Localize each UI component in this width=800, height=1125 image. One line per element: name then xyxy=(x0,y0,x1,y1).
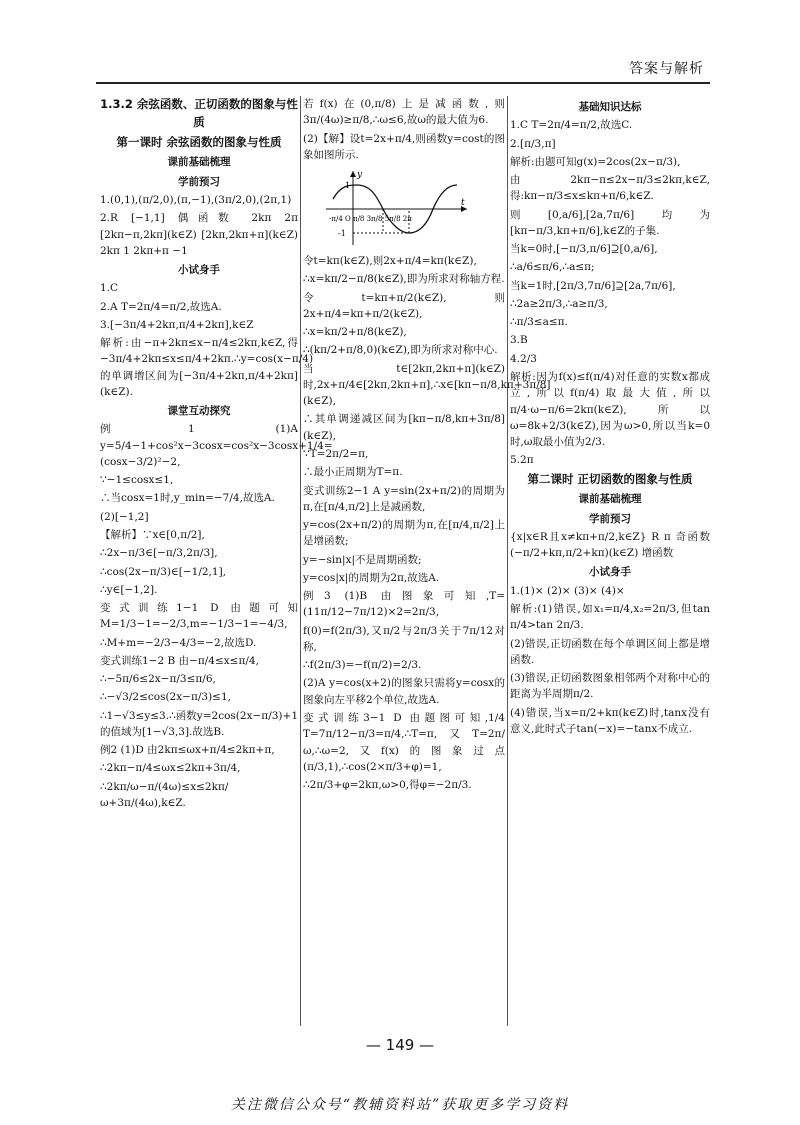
section-heading: 课前基础梳理 xyxy=(167,156,231,169)
answer-paragraph: ∴2kπ/ω−π/(4ω)≤x≤2kπ/ω+3π/(4ω),k∈Z. xyxy=(100,780,229,809)
answer-paragraph: 变式训练3−1 D 由题图可知,1/4 T=7π/12−π/3=π/4,∴T=π,又T=2π/ω,∴ω=2,又f(x)的图象过点(π/3,1),∴cos(2×π/3+φ)=1, xyxy=(303,711,505,773)
answer-paragraph: 2.R [−1,1] 偶函数 2kπ 2π [2kπ−π,2kπ](k∈Z) [2kπ,2kπ+π](k∈Z) 2kπ 1 2kπ+π −1 xyxy=(100,212,298,257)
column-left xyxy=(100,96,333,1031)
answer-paragraph: 【解析】∵x∈[0,π/2], xyxy=(100,529,205,542)
answer-paragraph: 例1 (1)A y=5/4−1+cos²x−3cosx=cos²x−3cosx+1/4=(cosx−3/2)²−2, xyxy=(100,423,333,468)
answer-paragraph: ∴2π/3+φ=2kπ,ω>0,得φ=−2π/3. xyxy=(303,779,472,792)
answer-paragraph: 则[0,a/6],[2a,7π/6]均为[kπ−π/3,kπ+π/6],k∈Z的子集. xyxy=(510,208,710,237)
answer-paragraph: 1.(1)× (2)× (3)× (4)× xyxy=(510,584,625,597)
section-heading: 学前预习 xyxy=(178,175,220,188)
section-heading: 学前预习 xyxy=(589,512,631,525)
column-separator xyxy=(300,96,301,1026)
section-heading: 课前基础梳理 xyxy=(578,493,642,506)
answer-paragraph: 4.2/3 xyxy=(510,352,537,365)
answer-paragraph: ∴2a≥2π/3,∴a≥π/3, xyxy=(510,297,608,310)
answer-paragraph: (2)A y=cos(x+2)的图象只需将y=cosx的图象向左平移2个单位,故选A. xyxy=(303,677,505,706)
answer-paragraph: 变式训练2−1 A y=sin(2x+π/2)的周期为π,在[π/4,π/2]上是减函数, xyxy=(303,484,505,513)
answer-paragraph: 例2 (1)D 由2kπ≤ωx+π/4≤2kπ+π, xyxy=(100,744,275,757)
answer-paragraph: ∴a/6≤π/6,∴a≤π; xyxy=(510,261,595,274)
answer-paragraph: ∴−√3/2≤cos(2x−π/3)≤1, xyxy=(100,691,231,704)
answer-paragraph: ∴最小正周期为T=π. xyxy=(303,466,403,479)
page-header-title: 答案与解析 xyxy=(629,61,704,77)
answer-paragraph: ∴x=kπ/2+π/8(k∈Z), xyxy=(303,326,407,339)
answer-paragraph: 例3 (1)B 由图象可知,T=(11π/12−7π/12)×2=2π/3, xyxy=(303,590,505,619)
answer-paragraph: ∴(kπ/2+π/8,0)(k∈Z),即为所求对称中心. xyxy=(303,344,498,357)
answer-paragraph: (2)错误,正切函数在每个单调区间上都是增函数. xyxy=(510,637,710,666)
answer-paragraph: f(0)=f(2π/3),又π/2与2π/3关于7π/12对称, xyxy=(303,624,505,653)
answer-paragraph: 2.[π/3,π] xyxy=(510,137,556,150)
answer-paragraph: (4)错误,当x=π/2+kπ(k∈Z)时,tanx没有意义,此时式子tan(−x)=−tanx不成立. xyxy=(510,706,710,735)
answer-paragraph: y=cos|x|的周期为2π,故选A. xyxy=(303,571,440,584)
answer-paragraph: (2)【解】设t=2x+π/4,则函数y=cost的图象如图所示. xyxy=(303,132,505,161)
answer-paragraph: 解析:因为f(x)≤f(π/4)对任意的实数x都成立,所以f(π/4)取最大值,所以π/4·ω−π/6=2kπ(k∈Z),所以ω=8k+2/3(k∈Z),因为ω>0,所以当k=0时,ω取最小值为2/3. xyxy=(510,370,710,449)
answer-paragraph: 若f(x)在(0,π/8)上是减函数,则3π/(4ω)≥π/8,∴ω≤6,故ω的最大值为6. xyxy=(303,98,505,127)
answer-paragraph: 令t=kπ(k∈Z),则2x+π/4=kπ(k∈Z), xyxy=(303,255,477,268)
column-middle-top xyxy=(303,96,505,163)
section-heading: 课堂互动探究 xyxy=(167,405,231,418)
graph-tick-labels: -π/4 O π/8 3π/8 5π/8 2π xyxy=(329,215,412,224)
answer-paragraph: ∴−5π/6≤2x−π/3≤π/6, xyxy=(100,673,216,686)
answer-paragraph: ∴cos(2x−π/3)∈[−1/2,1], xyxy=(100,565,226,578)
page-number: — 149 — xyxy=(365,1036,435,1054)
answer-paragraph: 3.B xyxy=(510,334,528,347)
answer-paragraph: 2.A T=2π/4=π/2,故选A. xyxy=(100,300,222,313)
answer-paragraph: 令t=kπ+π/2(k∈Z),则2x+π/4=kπ+π/2(k∈Z), xyxy=(303,291,505,320)
answer-paragraph: ∵T=2π/2=π, xyxy=(303,447,369,460)
section-heading: 小试身手 xyxy=(178,264,220,277)
section-heading: 第一课时 余弦函数的图象与性质 xyxy=(116,134,282,149)
section-heading: 第二课时 正切函数的图象与性质 xyxy=(527,471,693,486)
answer-paragraph: 变式训练1−2 B 由−π/4≤x≤π/4, xyxy=(100,654,259,667)
answer-paragraph: 当t∈[2kπ,2kπ+π](k∈Z)时,2x+π/4∈[2kπ,2kπ+π],∴x∈[kπ−π/8,kπ+3π/8](k∈Z), xyxy=(303,362,551,408)
cosine-graph xyxy=(321,167,471,249)
graph-y-neg-one: -1 xyxy=(338,229,346,239)
answer-paragraph: 当k=0时,[−π/3,π/6]⊇[0,a/6], xyxy=(510,243,658,256)
column-separator xyxy=(507,96,508,1026)
answer-paragraph: 变式训练1−1 D 由题可知M=1/3−1=−2/3,m=−1/3−1=−4/3, xyxy=(100,602,298,631)
answer-paragraph: ∴M+m=−2/3−4/3=−2,故选D. xyxy=(100,636,257,649)
section-heading: 基础知识达标 xyxy=(578,101,642,113)
section-heading: 1.3.2 余弦函数、正切函数的图象与性质 xyxy=(100,97,298,129)
graph-y-label: y xyxy=(357,170,363,181)
answer-paragraph: 3.[−3π/4+2kπ,π/4+2kπ],k∈Z xyxy=(100,318,254,331)
header-rule xyxy=(96,82,710,84)
answer-paragraph: ∴2x−π/3∈[−π/3,2π/3], xyxy=(100,547,218,560)
column-right xyxy=(510,96,710,1031)
answer-paragraph: y=−sin|x|不是周期函数; xyxy=(303,553,422,566)
graph-t-label: t xyxy=(461,198,465,209)
answer-paragraph: 解析:(1)错误,如x₁=π/4,x₂=2π/3,但tan π/4>tan 2π/3. xyxy=(510,602,710,632)
answer-paragraph: ∴y∈[−1,2]. xyxy=(100,583,158,596)
answer-paragraph: ∴当cosx=1时,y_min=−7/4,故选A. xyxy=(100,492,275,505)
answer-paragraph: 1.C T=2π/4=π/2,故选C. xyxy=(510,119,633,132)
graph-y-one: 1 xyxy=(345,181,351,191)
answer-paragraph: 当k=1时,[2π/3,7π/6]⊇[2a,7π/6], xyxy=(510,279,676,292)
answer-paragraph: ∴2kπ−π/4≤ωx≤2kπ+3π/4, xyxy=(100,762,241,775)
footer-note: 关注微信公众号“教辅资料站”获取更多学习资料 xyxy=(230,1097,570,1113)
answer-paragraph: 5.2π xyxy=(510,454,534,467)
answer-paragraph: ∵−1≤cosx≤1, xyxy=(100,474,174,487)
answer-paragraph: 由2kπ−π≤2x−π/3≤2kπ,k∈Z,得:kπ−π/3≤x≤kπ+π/6,k∈Z. xyxy=(510,174,710,203)
answer-paragraph: {x|x∈R且x≠kπ+π/2,k∈Z} R π 奇函数 (−π/2+kπ,π/2+kπ)(k∈Z) 增函数 xyxy=(510,530,710,560)
answer-paragraph: 1.C xyxy=(100,282,119,295)
section-heading: 小试身手 xyxy=(589,566,631,579)
answer-paragraph: 解析:由−π+2kπ≤x−π/4≤2kπ,k∈Z,得−3π/4+2kπ≤x≤π/4+2kπ.∴y=cos(x−π/4)的单调增区间为[−3π/4+2kπ,π/4+2kπ](k∈Z). xyxy=(100,337,314,398)
answer-paragraph: ∴1−√3≤y≤3.∴函数y=2cos(2x−π/3)+1的值域为[1−√3,3].故选B. xyxy=(100,709,298,738)
answer-paragraph: ∴f(2π/3)=−f(π/2)=2/3. xyxy=(303,659,422,672)
graph-arrow-y xyxy=(350,171,356,177)
answer-paragraph: ∴π/3≤a≤π. xyxy=(510,316,568,329)
answer-paragraph: (2)[−1,2] xyxy=(100,510,149,523)
answer-paragraph: 解析:由题可知g(x)=2cos(2x−π/3), xyxy=(510,155,681,168)
answer-paragraph: ∴其单调递减区间为[kπ−π/8,kπ+3π/8](k∈Z), xyxy=(303,413,505,442)
answer-paragraph: (3)错误,正切函数图象相邻两个对称中心的距离为半周期π/2. xyxy=(510,672,710,701)
answer-paragraph: y=cos(2x+π/2)的周期为π,在[π/4,π/2]上是增函数; xyxy=(303,519,505,548)
answer-paragraph: 1.(0,1),(π/2,0),(π,−1),(3π/2,0),(2π,1) xyxy=(100,193,292,206)
answer-paragraph: ∴x=kπ/2−π/8(k∈Z),即为所求对称轴方程. xyxy=(303,273,505,286)
